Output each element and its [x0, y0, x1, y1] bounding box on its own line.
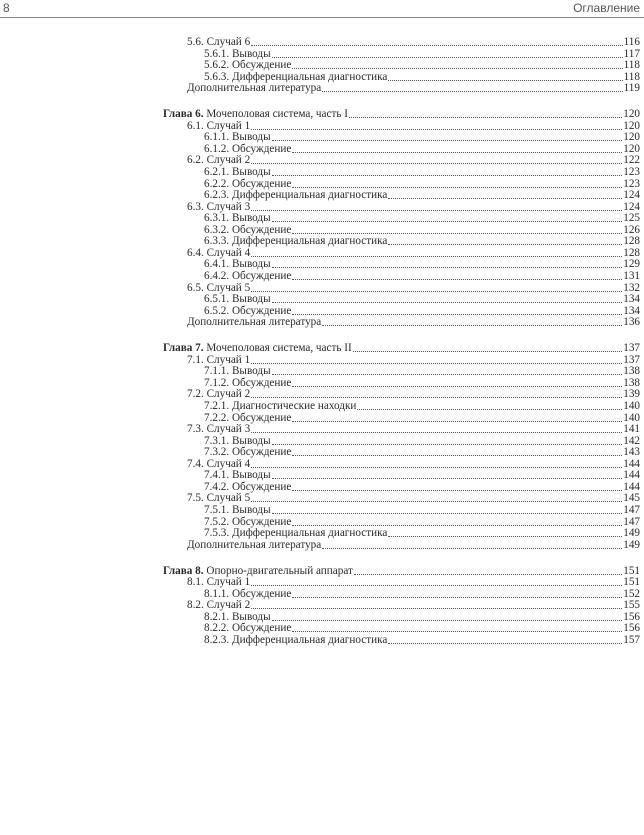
toc-page-number: 134	[623, 293, 640, 306]
dot-leader	[272, 374, 623, 375]
dot-leader	[292, 68, 622, 69]
toc-page-number: 129	[623, 258, 640, 271]
dot-leader	[292, 233, 622, 234]
toc-page-number: 143	[623, 446, 640, 459]
dot-leader	[292, 314, 622, 315]
toc-page-number: 128	[623, 235, 640, 248]
dot-leader	[251, 210, 622, 211]
dot-leader	[272, 175, 623, 176]
dot-leader	[322, 325, 622, 326]
toc-page-number: 122	[623, 154, 640, 167]
toc-page-number: 142	[623, 434, 640, 447]
dot-leader	[272, 267, 623, 268]
toc-entry-title: 8.2.3. Дифференциальная диагностика	[204, 633, 388, 646]
dot-leader	[292, 187, 622, 188]
dot-leader	[251, 585, 622, 586]
toc-entry-title: 7.5.3. Дифференциальная диагностика	[204, 527, 388, 539]
toc-page-number: 116	[623, 36, 640, 48]
dot-leader	[388, 80, 622, 81]
dot-leader	[251, 129, 622, 130]
dot-leader	[388, 643, 622, 644]
toc-entry-title: 6.1. Случай 1	[187, 119, 251, 132]
toc-page-number: 123	[623, 166, 640, 178]
toc-page-number: 120	[623, 142, 640, 155]
toc-entry-title: Мочеполовая система, часть II	[206, 342, 352, 355]
toc-entry-title: 6.5. Случай 5	[187, 281, 251, 294]
toc-entry-title: 6.1.2. Обсуждение	[204, 142, 292, 155]
toc-page-number: 137	[623, 342, 640, 355]
toc-entry-title: 6.5.1. Выводы	[204, 293, 271, 306]
toc-entry-title: 6.2.1. Выводы	[204, 166, 271, 178]
dot-leader	[322, 548, 622, 549]
toc-page-number: 120	[623, 119, 640, 132]
dot-leader	[292, 279, 622, 280]
toc-page-number: 144	[623, 469, 640, 482]
toc-page-number: 137	[623, 353, 640, 366]
dot-leader	[251, 432, 622, 433]
dot-leader	[251, 467, 622, 468]
dot-leader	[322, 91, 622, 92]
toc-page-number: 157	[623, 633, 640, 646]
toc-entry-title: 7.2.2. Обсуждение	[204, 411, 292, 424]
dot-leader	[292, 597, 622, 598]
toc-page-number: 134	[623, 304, 640, 317]
toc-page-number: 125	[623, 212, 640, 225]
toc-page-number: 138	[623, 365, 640, 378]
toc-entry-title: 6.3. Случай 3	[187, 200, 251, 213]
toc-entry-title: 5.6. Случай 6	[187, 36, 251, 48]
toc-page-number: 124	[623, 200, 640, 213]
toc-entry-title: 6.2. Случай 2	[187, 154, 251, 167]
dot-leader	[292, 421, 622, 422]
toc-page-number: 136	[623, 316, 640, 329]
toc-page-number: 147	[623, 515, 640, 528]
toc-page-number: 151	[623, 576, 640, 589]
toc-page-number: 156	[623, 610, 640, 623]
toc-entry[interactable]	[187, 316, 640, 329]
toc-entry-title: 7.4. Случай 4	[187, 457, 251, 470]
toc-page-number: 144	[623, 457, 640, 470]
toc-entry-title: 7.5.1. Выводы	[204, 503, 271, 516]
toc-page-number: 151	[623, 564, 640, 577]
dot-leader	[272, 444, 623, 445]
toc-page-number: 155	[623, 599, 640, 612]
running-header	[0, 0, 644, 18]
dot-leader	[272, 478, 623, 479]
page-number: 8	[3, 1, 10, 15]
toc-page-number: 139	[623, 388, 640, 401]
toc-page-number: 124	[623, 189, 640, 202]
toc-page-number: 118	[623, 70, 640, 83]
toc-entry-title: Мочеполовая система, часть I	[206, 108, 348, 121]
dot-leader	[251, 45, 622, 46]
toc-page-number: 144	[623, 480, 640, 493]
toc-entry-title: 8.2.2. Обсуждение	[204, 622, 292, 635]
toc-entry-title: Дополнительная литература	[187, 316, 322, 329]
toc-entry-title: 7.5. Случай 5	[187, 492, 251, 505]
dot-leader	[357, 409, 622, 410]
dot-leader	[251, 363, 622, 364]
toc-entry-title: Дополнительная литература	[187, 538, 322, 551]
toc-page-number: 141	[623, 423, 640, 436]
dot-leader	[292, 490, 622, 491]
toc-page-number: 126	[623, 223, 640, 236]
toc-entry-title: 7.5.2. Обсуждение	[204, 515, 292, 528]
dot-leader	[272, 513, 623, 514]
dot-leader	[292, 455, 622, 456]
toc-page-number: 128	[623, 246, 640, 259]
toc-entry-title: 8.2.1. Выводы	[204, 610, 271, 623]
toc-page-number: 152	[623, 587, 640, 600]
toc-page-number: 120	[623, 131, 640, 144]
toc-entry[interactable]	[187, 539, 640, 552]
toc-entry-title: 8.1.1. Обсуждение	[204, 587, 292, 600]
toc-entry-title: 7.4.2. Обсуждение	[204, 480, 292, 493]
toc-entry-title: 6.4. Случай 4	[187, 246, 251, 259]
toc-page-number: 117	[623, 47, 640, 60]
chapter-number: Глава 8.	[163, 564, 204, 577]
dot-leader	[388, 536, 622, 537]
dot-leader	[388, 244, 622, 245]
toc-entry-title: 6.5.2. Обсуждение	[204, 304, 292, 317]
toc-entry[interactable]	[204, 634, 640, 647]
toc-entry-title: 8.2. Случай 2	[187, 599, 251, 612]
dot-leader	[272, 620, 623, 621]
toc-entry-title: 6.4.2. Обсуждение	[204, 270, 292, 282]
dot-leader	[251, 291, 622, 292]
toc-entry-title: 6.3.2. Обсуждение	[204, 223, 292, 236]
running-title: Оглавление	[573, 1, 640, 15]
dot-leader	[292, 152, 622, 153]
chapter-number: Глава 6.	[163, 108, 204, 121]
dot-leader	[354, 574, 622, 575]
dot-leader	[251, 501, 622, 502]
header-rule	[0, 17, 644, 18]
toc-page-number: 118	[623, 59, 640, 72]
toc-page-number: 145	[623, 492, 640, 505]
toc-page-number: 140	[623, 400, 640, 412]
toc-page-number: 156	[623, 622, 640, 635]
toc-entry-title: 6.3.1. Выводы	[204, 212, 271, 225]
toc-entry[interactable]	[187, 82, 640, 95]
toc-entry-label	[204, 634, 387, 647]
dot-leader	[251, 397, 622, 398]
toc-page-number: 119	[623, 82, 640, 95]
toc-page-number: 149	[623, 527, 640, 539]
toc-entry-label	[187, 82, 321, 95]
toc-entry-title: 6.3.3. Дифференциальная диагностика	[204, 235, 388, 248]
dot-leader	[272, 221, 623, 222]
toc-entry-title: 7.3. Случай 3	[187, 423, 251, 436]
dot-leader	[251, 608, 622, 609]
toc-entry-title: 7.1. Случай 1	[187, 353, 251, 366]
toc-page-number: 149	[623, 538, 640, 551]
dot-leader	[292, 631, 622, 632]
toc-entry-title: 5.6.3. Дифференциальная диагностика	[204, 70, 388, 83]
chapter-number: Глава 7.	[163, 342, 204, 355]
toc-entry-title: 6.2.2. Обсуждение	[204, 177, 292, 190]
toc-entry-title: 7.1.2. Обсуждение	[204, 376, 292, 389]
dot-leader	[251, 256, 622, 257]
dot-leader	[292, 525, 622, 526]
toc-entry-title: 8.1. Случай 1	[187, 576, 251, 589]
toc-entry-title: 7.2. Случай 2	[187, 388, 251, 401]
toc-page-number: 120	[623, 108, 640, 121]
toc-page-number: 147	[623, 503, 640, 516]
toc-entry-title: Дополнительная литература	[187, 82, 322, 95]
toc-entry-title: 6.2.3. Дифференциальная диагностика	[204, 189, 388, 202]
dot-leader	[349, 117, 622, 118]
toc-entry-title: 6.1.1. Выводы	[204, 131, 271, 144]
toc-entry-title: Опорно-двигательный аппарат	[206, 564, 353, 577]
toc-page-number: 123	[623, 177, 640, 190]
dot-leader	[353, 351, 623, 352]
dot-leader	[272, 140, 623, 141]
toc-entry-title: 5.6.2. Обсуждение	[204, 59, 292, 72]
toc-entry-title: 7.4.1. Выводы	[204, 469, 271, 482]
toc-page-number: 138	[623, 376, 640, 389]
dot-leader	[251, 163, 622, 164]
dot-leader	[272, 57, 623, 58]
toc-entry-title: 7.1.1. Выводы	[204, 365, 271, 378]
toc-entry-title: 7.3.2. Обсуждение	[204, 446, 292, 459]
toc-page-number: 131	[623, 270, 640, 282]
toc-entry-title: 7.2.1. Диагностические находки	[204, 400, 357, 412]
toc-page-number: 132	[623, 281, 640, 294]
toc-entry-title: 7.3.1. Выводы	[204, 434, 271, 447]
toc-entry-title: 5.6.1. Выводы	[204, 47, 271, 60]
dot-leader	[388, 198, 622, 199]
toc-page-number: 140	[623, 411, 640, 424]
toc-entry-label	[187, 316, 321, 329]
dot-leader	[292, 386, 622, 387]
toc-entry-label	[187, 539, 321, 552]
dot-leader	[272, 302, 623, 303]
toc-entry-title: 6.4.1. Выводы	[204, 258, 271, 271]
